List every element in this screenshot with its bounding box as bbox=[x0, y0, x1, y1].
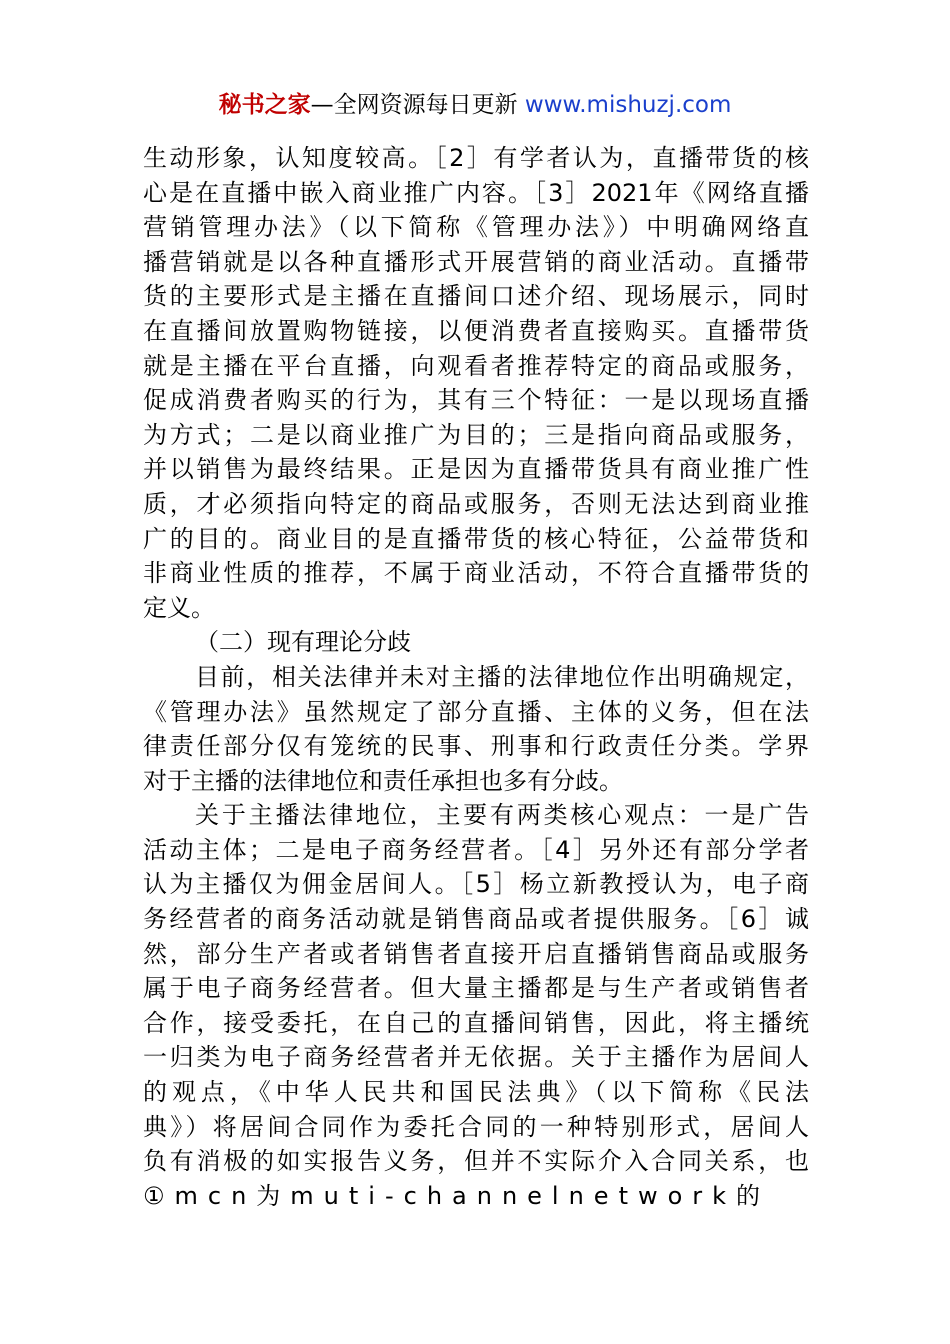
page-header bbox=[0, 88, 950, 122]
header-tagline: —全网资源每日更新 bbox=[310, 92, 525, 118]
text-line: 典》）将居间合同作为委托合同的一种特别形式，居间人 bbox=[143, 1112, 809, 1141]
text-line: 活动主体；二是电子商务经营者。［4］另外还有部分学者 bbox=[143, 835, 809, 864]
text-line: 属于电子商务经营者。但大量主播都是与生产者或销售者 bbox=[143, 974, 809, 1003]
text-line: 在直播间放置购物链接，以便消费者直接购买。直播带货 bbox=[143, 316, 809, 345]
text-line: 质，才必须指向特定的商品或服务，否则无法达到商业推 bbox=[143, 489, 809, 518]
text-line: 目前，相关法律并未对主播的法律地位作出明确规定， bbox=[195, 662, 809, 691]
text-line: 并以销售为最终结果。正是因为直播带货具有商业推广性 bbox=[143, 455, 809, 484]
text-line: 营销管理办法》（以下简称《管理办法》）中明确网络直 bbox=[143, 213, 809, 242]
section-heading: （二）现有理论分歧 bbox=[195, 628, 411, 657]
text-line: 负有消极的如实报告义务，但并不实际介入合同关系，也 bbox=[143, 1147, 809, 1176]
text-line: 播营销就是以各种直播形式开展营销的商业活动。直播带 bbox=[143, 247, 809, 276]
text-line: 的观点，《中华人民共和国民法典》（以下简称《民法 bbox=[143, 1078, 809, 1107]
document-body bbox=[143, 141, 809, 1213]
text-line: 为方式；二是以商业推广为目的；三是指向商品或服务， bbox=[143, 420, 809, 449]
text-line: 一归类为电子商务经营者并无依据。关于主播作为居间人 bbox=[143, 1043, 809, 1072]
brand-name: 秘书之家 bbox=[218, 92, 311, 118]
text-line: 非商业性质的推荐，不属于商业活动，不符合直播带货的 bbox=[143, 559, 809, 588]
text-line: 定义。 bbox=[143, 593, 215, 622]
text-line: 关于主播法律地位，主要有两类核心观点：一是广告 bbox=[195, 801, 809, 830]
text-line: 心是在直播中嵌入商业推广内容。［3］2021年《网络直播 bbox=[143, 178, 809, 207]
text-line: 货的主要形式是主播在直播间口述介绍、现场展示，同时 bbox=[143, 282, 809, 311]
text-line: 促成消费者购买的行为，其有三个特征：一是以现场直播 bbox=[143, 386, 809, 415]
text-line: 生动形象，认知度较高。［2］有学者认为，直播带货的核 bbox=[143, 144, 809, 172]
footnote-line: ①mcn为muti-channelnetwork的 bbox=[143, 1181, 771, 1210]
text-line: 对于主播的法律地位和责任承担也多有分歧。 bbox=[143, 766, 623, 795]
text-line: 务经营者的商务活动就是销售商品或者提供服务。［6］诚 bbox=[143, 905, 809, 934]
text-line: 《管理办法》虽然规定了部分直播、主体的义务，但在法 bbox=[143, 697, 809, 726]
text-line: 广的目的。商业目的是直播带货的核心特征，公益带货和 bbox=[143, 524, 809, 553]
text-line: 律责任部分仅有笼统的民事、刑事和行政责任分类。学界 bbox=[143, 732, 809, 761]
text-line: 认为主播仅为佣金居间人。［5］杨立新教授认为，电子商 bbox=[143, 870, 809, 899]
text-line: 就是主播在平台直播，向观看者推荐特定的商品或服务， bbox=[143, 351, 809, 380]
text-line: 合作，接受委托，在自己的直播间销售，因此，将主播统 bbox=[143, 1008, 809, 1037]
text-line: 然，部分生产者或者销售者直接开启直播销售商品或服务 bbox=[143, 939, 809, 968]
site-url-link[interactable]: www.mishuzj.com bbox=[524, 92, 732, 118]
